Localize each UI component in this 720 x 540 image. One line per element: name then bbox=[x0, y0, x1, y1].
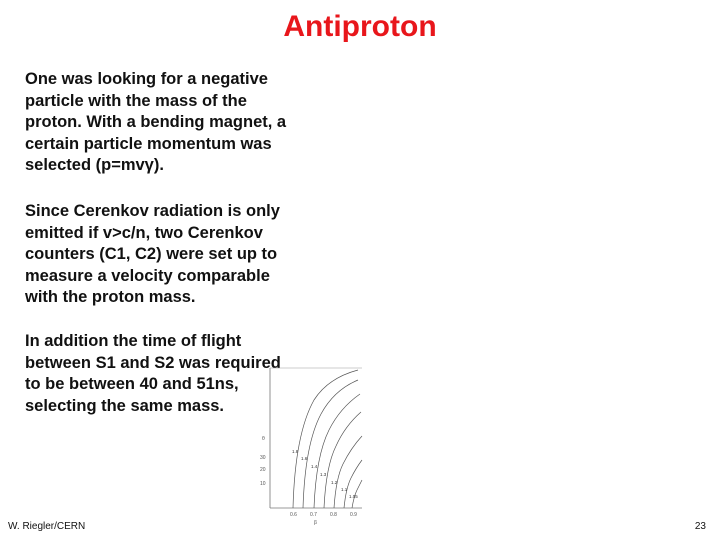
paragraph-line: certain particle momentum was bbox=[25, 134, 272, 153]
paragraph-line: to be between 40 and 51ns, bbox=[25, 375, 239, 393]
curve bbox=[303, 380, 358, 508]
curve-label: 1.2 bbox=[331, 480, 338, 485]
paragraph-line: One was looking for a negative bbox=[25, 70, 268, 88]
y-tick-label: 30 bbox=[260, 455, 266, 461]
curve-label: 1.6 bbox=[301, 456, 308, 461]
paragraph-line: counters (C1, C2) were set up to bbox=[25, 245, 278, 263]
x-tick-label: 0.7 bbox=[310, 512, 317, 518]
y-tick-label: 10 bbox=[260, 481, 266, 487]
paragraph-line: proton. With a bending magnet, a bbox=[25, 113, 287, 131]
paragraph-line: selected (p=mvγ). bbox=[25, 156, 164, 174]
y-axis-label: θ bbox=[262, 436, 265, 442]
paragraph-line: In addition the time of flight bbox=[25, 332, 242, 350]
curve-label: 1.8 bbox=[292, 449, 299, 454]
curve bbox=[344, 460, 362, 508]
curve bbox=[334, 436, 362, 508]
curve-label: 1.4 bbox=[311, 464, 318, 469]
x-axis-label: β bbox=[314, 520, 317, 526]
paragraph-line: between S1 and S2 was required bbox=[25, 353, 281, 372]
paragraph-line: emitted if v>c/n, two Cerenkov bbox=[25, 223, 263, 242]
paragraph-line: Since Cerenkov radiation is only bbox=[25, 202, 280, 220]
cerenkov-angle-plot bbox=[248, 364, 364, 530]
curve-label: 1.05 bbox=[349, 494, 358, 499]
x-tick-label: 0.8 bbox=[330, 512, 337, 518]
y-tick-label: 20 bbox=[260, 467, 266, 473]
paragraph-line: selecting the same mass. bbox=[25, 396, 225, 415]
x-tick-label: 0.6 bbox=[290, 512, 297, 518]
x-tick-label: 0.9 bbox=[350, 512, 357, 518]
paragraph-momentum-selection bbox=[25, 69, 320, 177]
paragraph-line: particle with the mass of the bbox=[25, 91, 247, 110]
paragraph-line: measure a velocity comparable bbox=[25, 266, 270, 285]
curve-label: 1.3 bbox=[320, 472, 327, 477]
slide-title: Antiproton bbox=[283, 10, 437, 43]
angle-curves bbox=[293, 370, 362, 508]
curve-label: 1.1 bbox=[341, 487, 348, 492]
author-footer: W. Riegler/CERN bbox=[8, 521, 86, 532]
page-number: 23 bbox=[694, 521, 706, 532]
paragraph-line: with the proton mass. bbox=[25, 288, 196, 306]
curve bbox=[314, 394, 360, 508]
cerenkov-angle-figure bbox=[248, 364, 364, 530]
paragraph-cerenkov bbox=[25, 201, 320, 309]
